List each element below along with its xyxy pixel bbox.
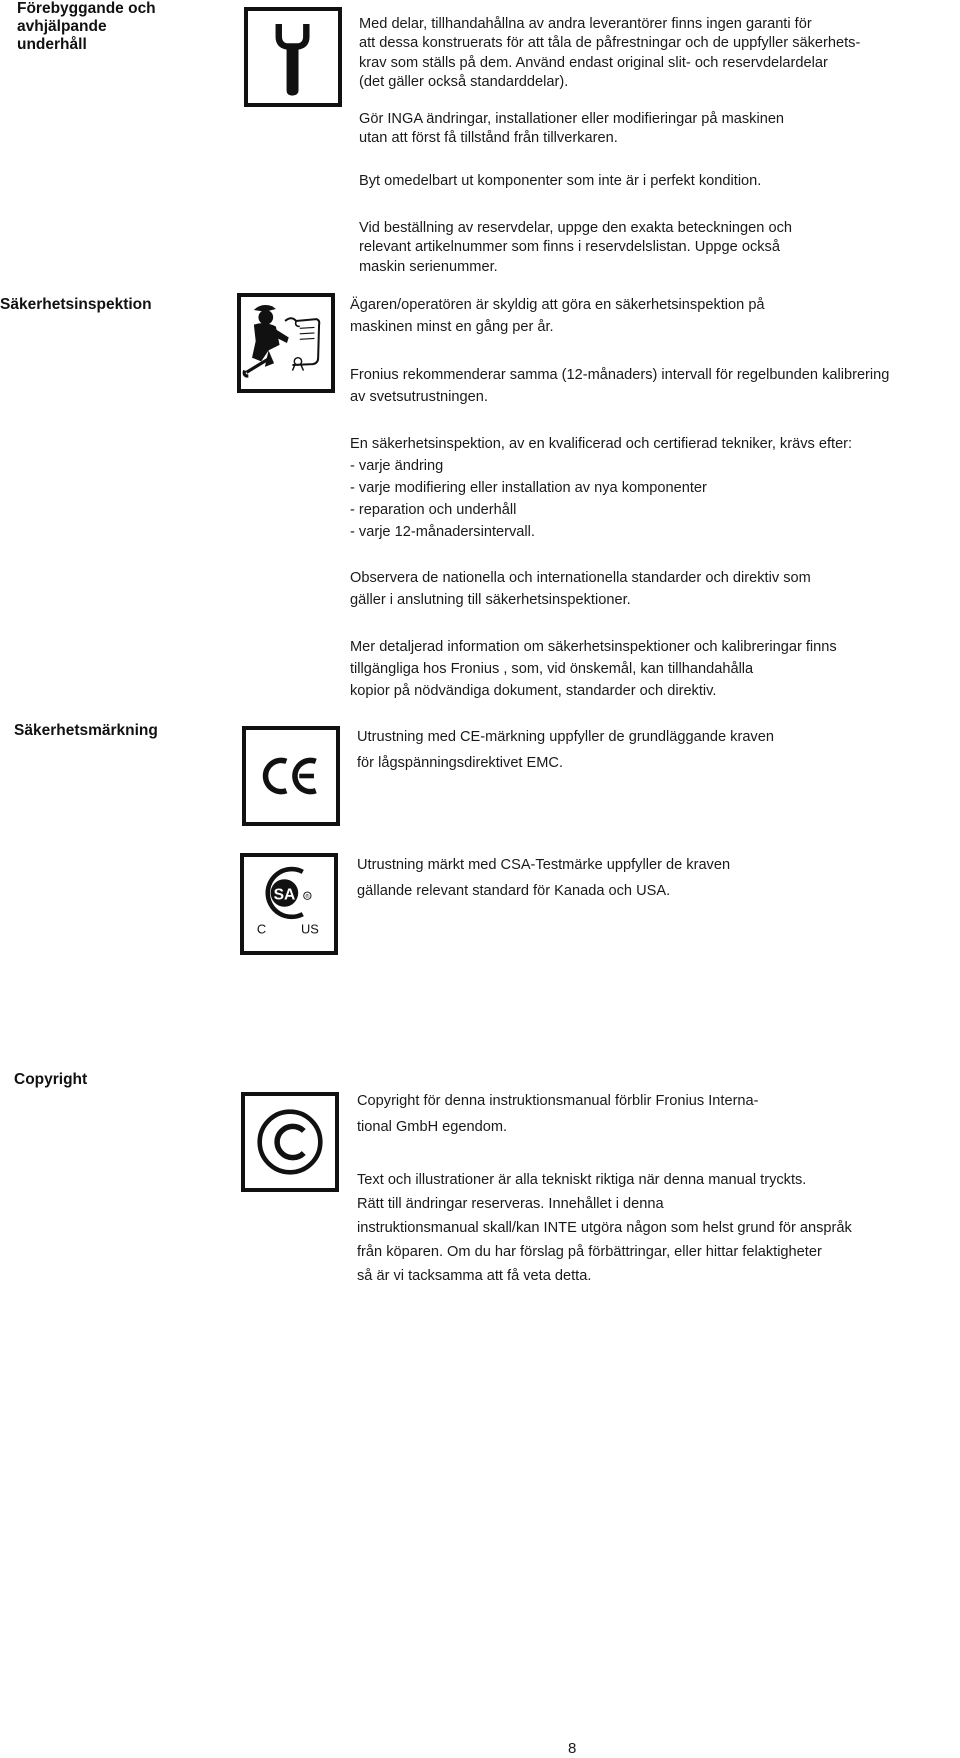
section-heading-inspection: Säkerhetsinspektion	[0, 296, 152, 313]
csa-mark-icon	[240, 853, 338, 955]
text-line: krav som ställs på dem. Använd endast original slit- och reservdelardelar	[359, 54, 828, 71]
registered-mark: ®	[305, 894, 310, 901]
list-item: - varje 12-månadersintervall.	[350, 524, 535, 540]
list-item: - varje ändring	[350, 458, 444, 474]
text-line: Gör INGA ändringar, installationer eller modifieringar på maskinen	[359, 111, 785, 127]
maintenance-paragraph-1	[359, 15, 949, 92]
list-item: - varje modifiering eller installation av nya komponenter	[350, 480, 707, 496]
text-line: Text och illustrationer är alla tekniskt riktiga när denna manual tryckts.	[357, 1172, 807, 1188]
text-line: Rätt till ändringar reserveras. Innehållet i denna	[357, 1196, 664, 1212]
copyright-symbol-icon	[241, 1092, 339, 1192]
text-line: tional GmbH egendom.	[357, 1118, 508, 1135]
text-line: Med delar, tillhandahållna av andra leverantörer finns ingen garanti för	[359, 16, 812, 32]
section-heading-marking: Säkerhetsmärkning	[14, 722, 158, 739]
text-line: Utrustning med CE-märkning uppfyller de grundläggande kraven	[357, 729, 774, 745]
text-line: En säkerhetsinspektion, av en kvalificerad och certifierad tekniker, krävs efter:	[350, 436, 853, 452]
page-number: 8	[568, 1740, 577, 1757]
text-line: från köparen. Om du har förslag på förbättringar, eller hittar felaktigheter	[357, 1244, 822, 1260]
text-line: Observera de nationella och internationella standarder och direktiv som	[350, 570, 811, 586]
inspection-paragraph-5	[350, 636, 960, 702]
text-line: av svetsutrustningen.	[350, 389, 488, 405]
inspection-paragraph-2	[350, 364, 960, 408]
text-line: (det gäller också standarddelar).	[359, 73, 569, 90]
inspection-paragraph-1	[350, 294, 950, 338]
ce-description	[357, 725, 947, 776]
csa-description	[357, 853, 947, 904]
text-line: Copyright för denna instruktionsmanual förblir Fronius Interna-	[357, 1093, 759, 1109]
text-line: Vid beställning av reservdelar, uppge den exakta beteckningen och	[359, 220, 792, 236]
heading-line: Förebyggande och	[17, 0, 156, 17]
inspection-paragraph-3	[350, 433, 960, 543]
text-line: att dessa konstruerats för att tåla de påfrestningar och de uppfyller säkerhets-	[359, 35, 861, 52]
section-heading-copyright: Copyright	[14, 1071, 88, 1088]
ce-mark-icon	[242, 726, 340, 826]
text-line: för lågspänningsdirektivet EMC.	[357, 754, 564, 771]
csa-canada-label: C	[256, 921, 267, 937]
text-line: Utrustning märkt med CSA-Testmärke uppfyller de kraven	[357, 857, 731, 873]
text-line: Ägaren/operatören är skyldig att göra en säkerhetsinspektion på	[350, 297, 765, 313]
copyright-paragraph-2	[357, 1168, 947, 1288]
csa-usa-label: US	[300, 921, 319, 937]
text-line: tillgängliga hos Fronius , som, vid önskemål, kan tillhandahålla	[350, 661, 754, 677]
maintenance-paragraph-4	[359, 219, 949, 277]
text-line: gällande relevant standard för Kanada och USA.	[357, 882, 671, 899]
list-item: - reparation och underhåll	[350, 502, 517, 518]
copyright-paragraph-1	[357, 1089, 947, 1140]
text-line: instruktionsmanual skall/kan INTE utgöra någon som helst grund för anspråk	[357, 1220, 852, 1236]
text-line: kopior på nödvändiga dokument, standarder och direktiv.	[350, 683, 717, 699]
text-line: utan att först få tillstånd från tillverkaren.	[359, 130, 618, 147]
section-heading-maintenance	[17, 0, 156, 54]
text-line: Byt omedelbart ut komponenter som inte är i perfekt kondition.	[359, 173, 762, 189]
heading-line: avhjälpande	[17, 18, 107, 35]
maintenance-paragraph-2	[359, 110, 949, 149]
text-line: relevant artikelnummer som finns i reservdelslistan. Uppge också	[359, 239, 780, 256]
text-line: gäller i anslutning till säkerhetsinspektioner.	[350, 592, 631, 608]
technician-inspection-icon	[237, 293, 335, 393]
csa-logo-letters: SA	[273, 886, 296, 904]
text-line: Mer detaljerad information om säkerhetsinspektioner och kalibreringar finns	[350, 639, 837, 655]
heading-line: underhåll	[17, 36, 87, 53]
maintenance-paragraph-3	[359, 172, 949, 191]
wrench-icon	[244, 7, 342, 107]
inspection-paragraph-4	[350, 567, 960, 611]
text-line: Fronius rekommenderar samma (12-månaders) intervall för regelbunden kalibrering	[350, 367, 890, 383]
text-line: maskinen minst en gång per år.	[350, 319, 554, 335]
text-line: maskin serienummer.	[359, 258, 498, 275]
text-line: så är vi tacksamma att få veta detta.	[357, 1268, 592, 1284]
